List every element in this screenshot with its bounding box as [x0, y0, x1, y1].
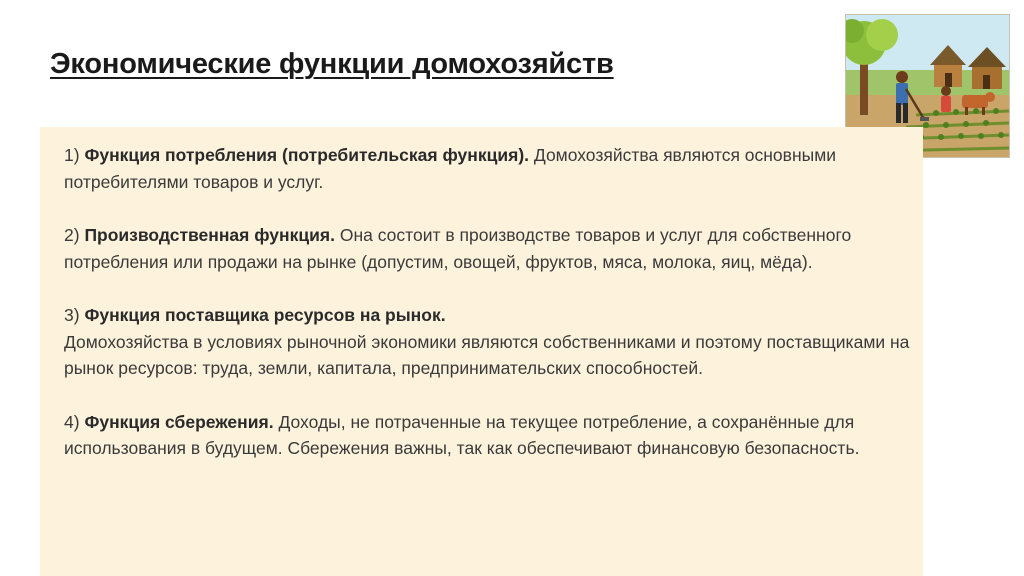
item-number: 2): [64, 225, 80, 245]
functions-list: [64, 142, 916, 489]
item-number: 1): [64, 145, 80, 165]
item-heading: Производственная функция.: [84, 225, 335, 245]
list-item: [64, 302, 916, 382]
slide-title: Экономические функции домохозяйств: [50, 48, 614, 80]
item-text: Домохозяйства являются основными потребителями товаров и услуг.: [64, 145, 837, 192]
item-text: Доходы, не потраченные на текущее потребление, а сохранённые для использования в будущем. Сбережения важны, так как обеспечивают финансовую безопасность.: [64, 411, 860, 458]
item-heading: Функция сбережения.: [84, 411, 274, 432]
item-number: 4): [64, 411, 80, 432]
item-text: Домохозяйства в условиях рыночной экономики являются собственниками и поэтому поставщиками на рынок ресурсов: труда, земли, капитала, предпринимательских способностей.: [64, 331, 910, 378]
list-item: [64, 142, 916, 195]
item-text: Она состоит в производстве товаров и услуг для собственного потребления или продажи на рынке (допустим, овощей, фруктов, мяса, молока, яиц, мёда).: [64, 225, 852, 272]
item-heading: Функция поставщика ресурсов на рынок.: [84, 305, 446, 325]
list-item: [64, 222, 916, 275]
item-number: 3): [64, 305, 80, 325]
list-item: [64, 409, 916, 462]
item-heading: Функция потребления (потребительская функция).: [84, 145, 530, 165]
